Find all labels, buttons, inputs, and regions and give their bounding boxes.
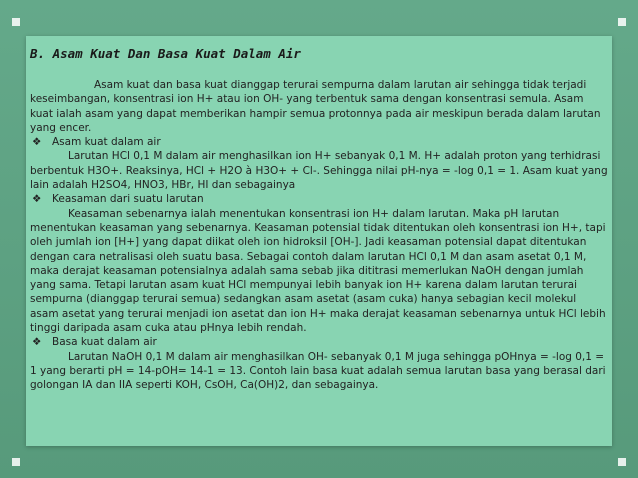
paragraph-asam-kuat: Larutan HCl 0,1 M dalam air menghasilkan ion H+ sebanyak 0,1 M. H+ adalah proton yang terhidrasi berbentuk H3O+. Reaksinya, HCl + H2O à H3O+ + Cl-. Sehingga nilai pH-nya = -log 0,1 = 1. Asam kuat yang lain adalah H2SO4, HNO3, HBr, HI dan sebagainya: [30, 150, 608, 192]
section-heading: B. Asam Kuat Dan Basa Kuat Dalam Air: [30, 46, 301, 61]
diamond-bullet-icon: ❖: [32, 193, 42, 206]
body-text: [26, 78, 612, 393]
bullet-basa-kuat: [30, 335, 608, 349]
intro-paragraph: Asam kuat dan basa kuat dianggap terurai sempurna dalam larutan air sehingga tidak terjadi keseimbangan, konsentrasi ion H+ atau ion OH- yang terbentuk sama dengan konsentrasi semula. Asam kuat ialah asam yang dapat memberikan hampir semua protonnya pada air meskipun berada dalam larutan yang encer.: [30, 79, 601, 134]
paragraph-keasaman: Keasaman sebenarnya ialah menentukan konsentrasi ion H+ dalam larutan. Maka pH larutan menentukan keasaman yang sebenarnya. Keasaman potensial tidak ditentukan oleh konsentrasi ion H+, tapi oleh jumlah ion [H+] yang dapat diikat oleh ion hidroksil [OH-]. Jadi keasaman potensial dapat ditentukan dengan cara netralisasi oleh suatu basa. Sebagai contoh dalam larutan HCl 0,1 M dan asam asetat 0,1 M, maka derajat keasaman potensialnya adalah sama sebab jika dititrasi memerlukan NaOH dengan jumlah yang sama. Tetapi larutan asam kuat HCl mempunyai lebih banyak ion H+ karena dalam larutan terurai sempurna (dianggap terurai semua) sedangkan asam asetat (asam cuka) hanya sebagian kecil molekul asam asetat yang terurai menjadi ion asetat dan ion H+ maka derajat keasaman sebenarnya untuk HCl lebih tinggi daripada asam cuka atau pHnya lebih rendah.: [30, 207, 606, 335]
corner-marker: [618, 458, 626, 466]
paragraph-basa-kuat: Larutan NaOH 0,1 M dalam air menghasilkan OH- sebanyak 0,1 M juga sehingga pOHnya = -log 0,1 = 1 yang berarti pH = 14-pOH= 14-1 = 13. Contoh lain basa kuat adalah semua larutan basa yang berasal dari golongan IA dan IIA seperti KOH, CsOH, Ca(OH)2, dan sebagainya.: [30, 350, 606, 392]
corner-marker: [12, 458, 20, 466]
content-card: [26, 36, 612, 446]
diamond-bullet-icon: ❖: [32, 336, 42, 349]
bullet-keasaman: [30, 192, 608, 206]
bullet-asam-kuat: [30, 135, 608, 149]
corner-marker: [12, 18, 20, 26]
bullet-title: Basa kuat dalam air: [52, 336, 157, 349]
corner-marker: [618, 18, 626, 26]
bullet-title: Keasaman dari suatu larutan: [52, 193, 204, 206]
diamond-bullet-icon: ❖: [32, 136, 42, 149]
bullet-title: Asam kuat dalam air: [52, 136, 161, 149]
